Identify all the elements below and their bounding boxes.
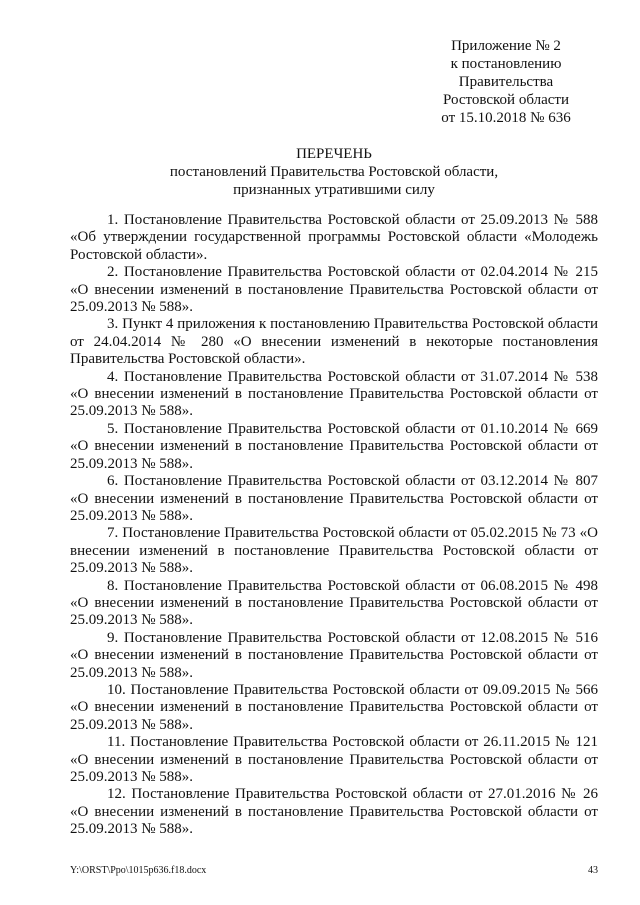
appendix-line: от 15.10.2018 № 636 [441, 110, 571, 126]
list-item: 6. Постановление Правительства Ростовской области от 03.12.2014 № 807 «О внесении изменений в постановление Правительства Ростовской области от 25.09.2013 № 588». [70, 473, 598, 524]
document-subtitle: постановлений Правительства Ростовской области, [169, 164, 499, 180]
document-heading [70, 145, 598, 199]
list-item: 5. Постановление Правительства Ростовской области от 01.10.2014 № 669 «О внесении изменений в постановление Правительства Ростовской области от 25.09.2013 № 588». [70, 420, 598, 472]
footer-file-path: Y:\ORST\Ppo\1015p636.f18.docx [70, 865, 207, 876]
item-list [70, 212, 598, 839]
list-item: 3. Пункт 4 приложения к постановлению Правительства Ростовской области от 24.04.2014 № 280 «О внесении изменений в некоторые постановления Правительства Ростовской области». [70, 316, 598, 368]
list-item: 8. Постановление Правительства Ростовской области от 06.08.2015 № 498 «О внесении изменений в постановление Правительства Ростовской области от 25.09.2013 № 588». [70, 577, 598, 629]
list-item: 2. Постановление Правительства Ростовской области от 02.04.2014 № 215 «О внесении изменений в постановление Правительства Ростовской области от 25.09.2013 № 588». [70, 264, 598, 316]
page-number: 43 [588, 865, 598, 876]
appendix-line: Ростовской области [443, 92, 569, 108]
document-subtitle: признанных утратившими силу [233, 182, 435, 198]
list-item: 11. Постановление Правительства Ростовской области от 26.11.2015 № 121 «О внесении изменений в постановление Правительства Ростовской области от 25.09.2013 № 588». [70, 734, 598, 785]
appendix-block [414, 37, 598, 127]
appendix-line: к постановлению [450, 56, 562, 72]
list-item: 10. Постановление Правительства Ростовской области от 09.09.2015 № 566 «О внесении изменений в постановление Правительства Ростовской области от 25.09.2013 № 588». [70, 681, 598, 733]
appendix-line: Правительства [458, 74, 554, 90]
list-item: 1. Постановление Правительства Ростовской области от 25.09.2013 № 588 «Об утверждении государственной программы Ростовской области «Молодежь Ростовской области». [70, 212, 598, 263]
appendix-line: Приложение № 2 [451, 38, 561, 54]
list-item: 7. Постановление Правительства Ростовской области от 05.02.2015 № 73 «О внесении изменений в постановление Правительства Ростовской области от 25.09.2013 № 588». [70, 525, 598, 577]
list-item: 9. Постановление Правительства Ростовской области от 12.08.2015 № 516 «О внесении изменений в постановление Правительства Ростовской области от 25.09.2013 № 588». [70, 629, 598, 681]
document-title: ПЕРЕЧЕНЬ [296, 146, 372, 162]
list-item: 12. Постановление Правительства Ростовской области от 27.01.2016 № 26 «О внесении изменений в постановление Правительства Ростовской области от 25.09.2013 № 588». [70, 786, 598, 838]
list-item: 4. Постановление Правительства Ростовской области от 31.07.2014 № 538 «О внесении изменений в постановление Правительства Ростовской области от 25.09.2013 № 588». [70, 368, 598, 420]
